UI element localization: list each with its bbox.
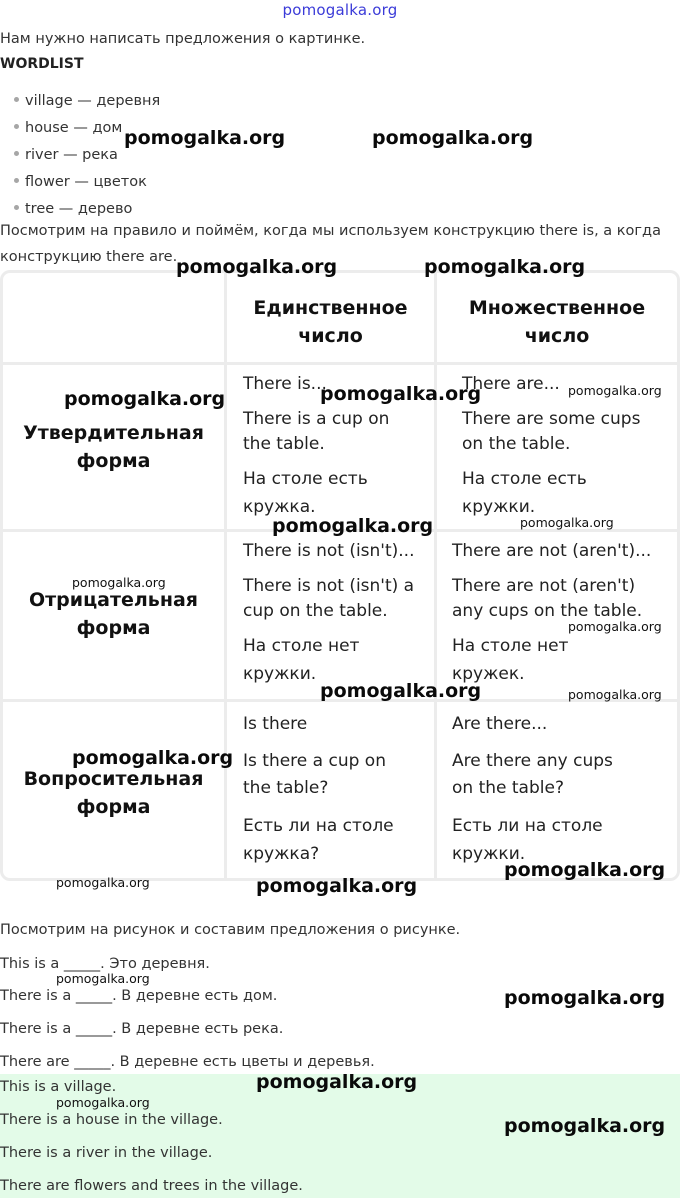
cell-text: Are there any cups (452, 751, 613, 771)
watermark: pomogalka.org (72, 575, 166, 590)
watermark: pomogalka.org (568, 687, 662, 702)
watermark: pomogalka.org (520, 515, 614, 530)
cell-text: кружек. (452, 664, 525, 684)
cell-text: кружка? (243, 844, 320, 864)
cell-text: кружки. (462, 497, 536, 517)
rule-text-line1: Посмотрим на правило и поймём, когда мы используем конструкцию there is, а когда (0, 223, 661, 239)
watermark: pomogalka.org (568, 619, 662, 634)
row-label-question: Вопросительная форма (23, 768, 204, 818)
exercise-line: There are _____. В деревне есть цветы и деревья. (0, 1054, 375, 1070)
watermark: pomogalka.org (124, 127, 286, 149)
watermark: pomogalka.org (256, 875, 418, 897)
wordlist-item: tree — дерево (14, 201, 132, 217)
watermark: pomogalka.org (272, 515, 434, 537)
exercise-line: There is a _____. В деревне есть река. (0, 1021, 284, 1037)
answer-line: There is a house in the village. (0, 1112, 223, 1128)
wordlist-item: house — дом (14, 120, 122, 136)
cell-text: on the table? (452, 778, 564, 798)
row-divider (3, 362, 677, 365)
cell-text: На столе нет (452, 636, 569, 656)
rule-text-line2: конструкцию there are. (0, 249, 178, 265)
cell-text: There are not (aren't) (452, 576, 636, 596)
bullet-icon (14, 124, 19, 129)
watermark: pomogalka.org (72, 747, 234, 769)
cell-text: На столе есть (243, 469, 368, 489)
watermark: pomogalka.org (56, 1095, 150, 1110)
cell-text: Are there... (452, 714, 548, 734)
watermark: pomogalka.org (372, 127, 534, 149)
wordlist-item: village — деревня (14, 93, 160, 109)
bullet-icon (14, 151, 19, 156)
cell-text: There is... (243, 374, 327, 394)
cell-text: There is not (isn't) a (243, 576, 415, 596)
watermark: pomogalka.org (56, 971, 150, 986)
watermark: pomogalka.org (504, 987, 666, 1009)
cell-text: На столе есть (462, 469, 587, 489)
cell-text: There is a cup on (243, 409, 390, 429)
cell-text: any cups on the table. (452, 601, 643, 621)
wordlist-item: flower — цветок (14, 174, 147, 190)
cell-text: Есть ли на столе (243, 816, 394, 836)
cell-text: on the table. (462, 434, 571, 454)
cell-text: Is there (243, 714, 308, 734)
cell-text: cup on the table. (243, 601, 388, 621)
intro-text: Нам нужно написать предложения о картинке. (0, 31, 366, 47)
exercise-intro: Посмотрим на рисунок и составим предложения о рисунке. (0, 922, 461, 938)
watermark: pomogalka.org (56, 875, 150, 890)
answer-line: There are flowers and trees in the village. (0, 1178, 303, 1194)
bullet-icon (14, 97, 19, 102)
cell-text: the table. (243, 434, 325, 454)
exercise-line: There is a _____. В деревне есть дом. (0, 988, 278, 1004)
cell-text: There are not (aren't)... (452, 541, 652, 561)
cell-text: There are some cups (462, 409, 641, 429)
cell-text: кружка. (243, 497, 316, 517)
answer-line: There is a river in the village. (0, 1145, 213, 1161)
row-label-affirmative: Утвердительная форма (23, 422, 204, 472)
watermark: pomogalka.org (320, 383, 482, 405)
answer-line: This is a village. (0, 1079, 117, 1095)
wordlist-item: river — река (14, 147, 118, 163)
bullet-icon (14, 178, 19, 183)
cell-text: There is not (isn't)... (243, 541, 415, 561)
cell-text: кружки. (452, 844, 526, 864)
cell-text: Is there a cup on (243, 751, 386, 771)
watermark: pomogalka.org (64, 388, 226, 410)
wordlist-heading: WORDLIST (0, 56, 84, 72)
bullet-icon (14, 205, 19, 210)
header-plural: Множественное число (468, 297, 646, 347)
cell-text: На столе нет (243, 636, 360, 656)
cell-text: Есть ли на столе (452, 816, 603, 836)
cell-text: кружки. (243, 664, 317, 684)
header-singular: Единственное число (253, 297, 408, 347)
watermark: pomogalka.org (424, 256, 586, 278)
site-watermark-top: pomogalka.org (282, 1, 398, 19)
watermark: pomogalka.org (320, 680, 482, 702)
cell-text: There are... (462, 374, 560, 394)
exercise-line: This is a _____. Это деревня. (0, 956, 210, 972)
row-label-negative: Отрицательная форма (29, 589, 198, 639)
watermark: pomogalka.org (504, 1115, 666, 1137)
cell-text: the table? (243, 778, 329, 798)
watermark: pomogalka.org (176, 256, 338, 278)
watermark: pomogalka.org (504, 859, 666, 881)
watermark: pomogalka.org (568, 383, 662, 398)
watermark: pomogalka.org (256, 1071, 418, 1093)
